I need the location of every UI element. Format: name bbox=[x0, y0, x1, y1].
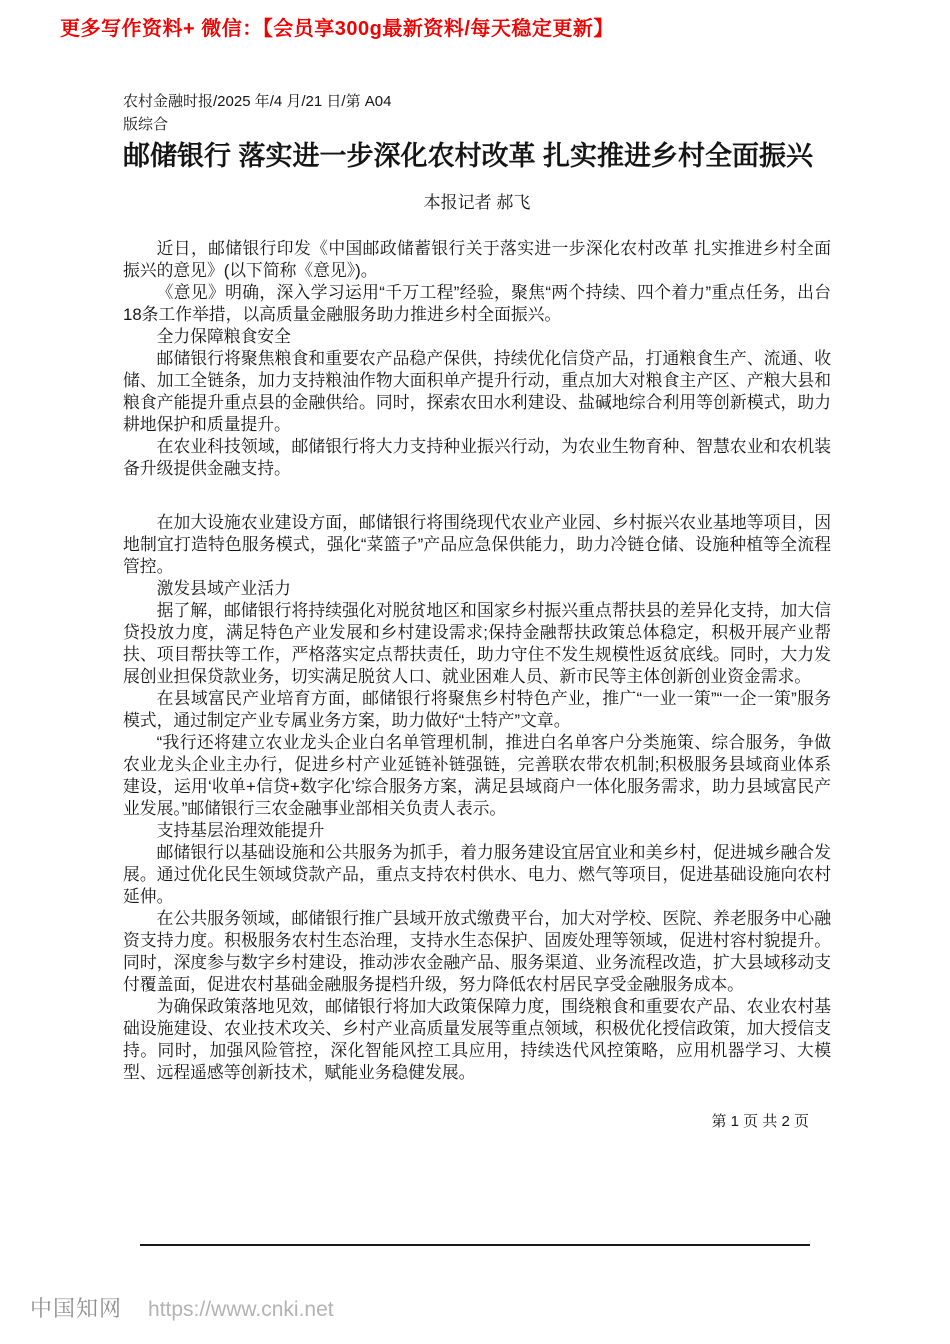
article-body bbox=[123, 238, 831, 1084]
watermark bbox=[30, 1292, 334, 1323]
divider-line bbox=[140, 1244, 810, 1246]
subheading: 激发县域产业活力 bbox=[156, 579, 291, 599]
page-number: 第 1 页 共 2 页 bbox=[711, 1113, 809, 1131]
section-line: 版综合 bbox=[123, 116, 169, 133]
paragraph: 为确保政策落地见效，邮储银行将加大政策保障力度，围绕粮食和重要农产品、农业农村基础设施建设、农业技术攻关、乡村产业高质量发展等重点领域，积极优化授信政策，加大授信支持。同时，加强风险管控，深化智能风控工具应用，持续迭代风控策略，应用机器学习、大模型、远程遥感等创新技术，赋能业务稳健发展。 bbox=[123, 997, 831, 1083]
article-title: 邮储银行 落实进一步深化农村改革 扎实推进乡村全面振兴 bbox=[123, 141, 814, 171]
paragraph: 在县域富民产业培育方面，邮储银行将聚焦乡村特色产业，推广“一业一策”“一企一策”服务模式，通过制定产业专属业务方案，助力做好“土特产”文章。 bbox=[123, 689, 831, 731]
paragraph: “我行还将建立农业龙头企业白名单管理机制，推进白名单客户分类施策、综合服务，争做农业龙头企业主办行，促进乡村产业延链补链强链，完善联农带农机制;积极服务县域商业体系建设，运用‘收单+信贷+数字化’综合服务方案，满足县域商户一体化服务需求，助力县域富民产业发展。”邮储银行三农金融事业部相关负责人表示。 bbox=[123, 733, 831, 819]
paragraph: 据了解，邮储银行将持续强化对脱贫地区和国家乡村振兴重点帮扶县的差异化支持，加大信贷投放力度，满足特色产业发展和乡村建设需求;保持金融帮扶政策总体稳定，积极开展产业帮扶、项目帮扶等工作，严格落实定点帮扶责任，助力守住不发生规模性返贫底线。同时，大力发展创业担保贷款业务，切实满足脱贫人口、就业困难人员、新市民等主体创新创业资金需求。 bbox=[123, 601, 831, 687]
paragraph: 在公共服务领域，邮储银行推广县域开放式缴费平台，加大对学校、医院、养老服务中心融资支持力度。积极服务农村生态治理，支持水生态保护、固废处理等领域，促进村容村貌提升。同时，深度参与数字乡村建设，推动涉农金融产品、服务渠道、业务流程改造，扩大县域移动支付覆盖面，促进农村基础金融服务提档升级，努力降低农村居民享受金融服务成本。 bbox=[123, 909, 831, 995]
article bbox=[123, 90, 831, 1132]
subheading: 全力保障粮食安全 bbox=[156, 327, 291, 347]
byline: 本报记者 郝飞 bbox=[423, 193, 531, 213]
cnki-url: https://www.cnki.net bbox=[148, 1298, 334, 1321]
paragraph: 在农业科技领域，邮储银行将大力支持种业振兴行动，为农业生物育种、智慧农业和农机装备升级提供金融支持。 bbox=[123, 437, 831, 479]
paragraph: 邮储银行将聚焦粮食和重要农产品稳产保供，持续优化信贷产品，打通粮食生产、流通、收储、加工全链条，加力支持粮油作物大面积单产提升行动，重点加大对粮食主产区、产粮大县和粮食产能提升重点县的金融供给。同时，探索农田水利建设、盐碱地综合利用等创新模式，助力耕地保护和质量提升。 bbox=[123, 349, 831, 435]
paragraph: 在加大设施农业建设方面，邮储银行将围绕现代农业产业园、乡村振兴农业基地等项目，因地制宜打造特色服务模式，强化“菜篮子”产品应急保供能力，助力冷链仓储、设施种植等全流程管控。 bbox=[123, 513, 831, 577]
subheading: 支持基层治理效能提升 bbox=[156, 821, 325, 841]
promo-banner-text: 更多写作资料+ 微信：【会员享300g最新资料/每天稳定更新】 bbox=[60, 18, 614, 40]
paragraph: 《意见》明确，深入学习运用“千万工程”经验，聚焦“两个持续、四个着力”重点任务，出台18条工作举措，以高质量金融服务助力推进乡村全面振兴。 bbox=[123, 283, 831, 325]
paragraph: 近日，邮储银行印发《中国邮政储蓄银行关于落实进一步深化农村改革 扎实推进乡村全面振兴的意见》(以下简称《意见》)。 bbox=[123, 239, 831, 281]
cnki-logo-text: 中国知网 bbox=[30, 1296, 123, 1321]
source-line: 农村金融时报/2025 年/4 月/21 日/第 A04 bbox=[123, 93, 392, 110]
paragraph: 邮储银行以基础设施和公共服务为抓手，着力服务建设宜居宜业和美乡村，促进城乡融合发展。通过优化民生领域贷款产品，重点支持农村供水、电力、燃气等项目，促进基础设施向农村延伸。 bbox=[123, 843, 831, 907]
